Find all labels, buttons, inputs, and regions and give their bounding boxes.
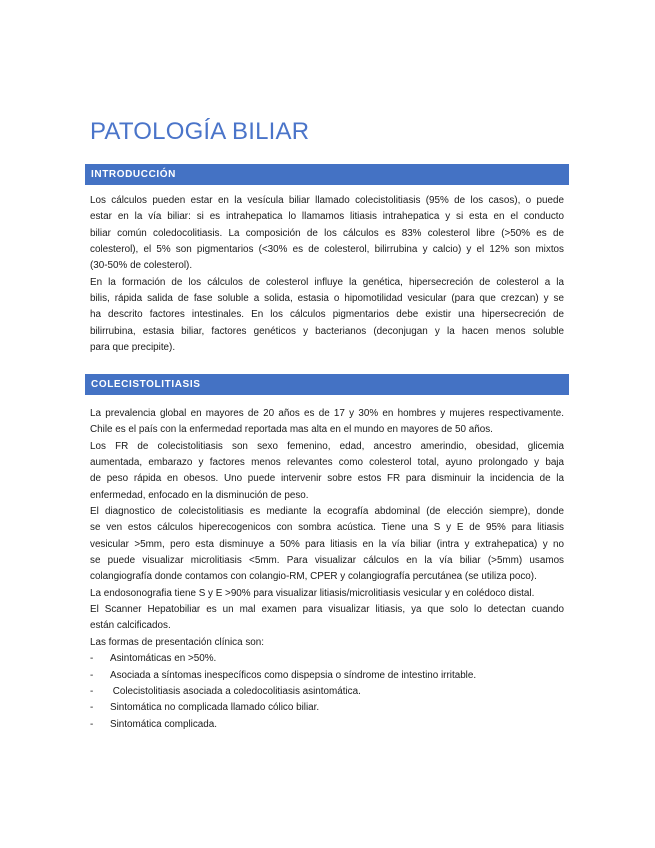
text-line: están calcificados. — [90, 620, 171, 632]
section-heading-introduccion: INTRODUCCIÓN — [85, 164, 569, 185]
text-line: Los FR de colecistolitiasis son sexo femenino, edad, ancestro amerindio, obesidad, glicemia — [90, 440, 564, 452]
text-line: estar en la vía biliar: si es intrahepatica lo llamamos litiasis intrahepatica y si esta en el conducto — [90, 211, 564, 223]
text-line: El Scanner Hepatobiliar es un mal examen para visualizar litiasis, ya que solo lo detectan cuando — [90, 604, 564, 616]
text-line: para que precipite). — [90, 342, 176, 354]
list-item — [90, 651, 564, 667]
presentation-forms-list — [90, 651, 564, 733]
section-heading-colecistolitiasis: COLECISTOLITIASIS — [85, 374, 569, 395]
paragraph — [90, 275, 564, 357]
paragraph — [90, 635, 564, 651]
paragraph — [90, 439, 564, 504]
paragraph — [90, 406, 564, 439]
text-line: aumentada, embarazo y factores menos relevantes como colesterol total, ayuno prolongado y baja — [90, 457, 564, 469]
list-item — [90, 717, 564, 733]
text-line: Las formas de presentación clínica son: — [90, 636, 265, 648]
text-line: colangiografía donde contamos con colangio-RM, CPER y colangiografía percutánea (se utiliza poco). — [90, 571, 537, 583]
text-line: Chile es el país con la enfermedad reportada mas alta en el mundo en mayores de 50 años. — [90, 424, 493, 436]
text-line: enfermedad, enfocado en la disminución de peso. — [90, 489, 309, 501]
list-dash: - — [90, 653, 94, 665]
text-line: La endosonografia tiene S y E >90% para visualizar litiasis/microlitiasis vesicular y en colédoco distal. — [90, 587, 535, 599]
paragraph — [90, 586, 564, 635]
text-line: El diagnostico de colecistolitiasis es mediante la ecografía abdominal (de elección siempre), donde — [90, 506, 564, 518]
text-line: bilirrubina, estasia biliar, factores genéticos y bacterianos (deconjugan y la hacen menos soluble — [90, 325, 564, 337]
text-line: La prevalencia global en mayores de 20 años es de 17 y 30% en hombres y mujeres respectivamente. — [90, 408, 564, 419]
text-line: ha descrito factores intestinales. En los cálculos pigmentarios debe existir una hipersecreción de — [90, 309, 564, 321]
text-line: vesicular >5mm, pero esta disminuye a 50% para litiasis en la vía biliar (intra y extrahepatica) y no — [90, 538, 564, 550]
section-body-introduccion — [90, 193, 564, 356]
list-item — [90, 668, 564, 684]
text-line: colesterol), el 5% son pigmentarios (<30% es de colesterol, bilirrubina y calcio) y el 12% son mixtos — [90, 244, 564, 256]
list-item — [90, 684, 564, 700]
list-item-text: Asintomáticas en >50%. — [110, 653, 217, 665]
list-item-text: Colecistolitiasis asociada a coledocolitiasis asintomática. — [110, 685, 361, 697]
text-line: Los cálculos pueden estar en la vesícula biliar llamado colecistolitiasis (95% de los casos), o puede — [90, 195, 564, 206]
list-dash: - — [90, 718, 94, 730]
text-line: se puede visualizar microlitiasis <5mm. Para visualizar cálculos en la vía biliar (>5mm) usamos — [90, 555, 564, 567]
page-title: PATOLOGÍA BILIAR — [90, 118, 310, 145]
section-body-colecistolitiasis — [90, 406, 564, 733]
text-line: (30-50% de colesterol). — [90, 260, 193, 272]
list-dash: - — [90, 685, 94, 697]
list-item-text: Sintomática no complicada llamado cólico biliar. — [110, 702, 320, 714]
paragraph — [90, 504, 564, 586]
text-line: En la formación de los cálculos de colesterol influye la genética, hipersecreción de colesterol a la — [90, 276, 564, 288]
text-line: de peso rápida en obesos. Uno puede intervenir sobre estos FR para disminuir la incidencia de la — [90, 473, 564, 485]
paragraph — [90, 193, 564, 275]
list-dash: - — [90, 702, 94, 714]
list-item-text: Asociada a síntomas inespecíficos como dispepsia o síndrome de intestino irritable. — [110, 669, 477, 681]
text-line: bilis, rápida salida de fase soluble a solida, estasia o hipomotilidad vesicular (para que crezcan) y se — [90, 293, 564, 305]
list-dash: - — [90, 669, 94, 681]
list-item — [90, 700, 564, 716]
list-item-text: Sintomática complicada. — [110, 718, 218, 730]
text-line: se ven estos cálculos hiperecogenicos con sombra acústica. Tiene una S y E de 95% para litiasis — [90, 522, 564, 534]
text-line: biliar común coledocolitiasis. La composición de los cálculos es 83% colesterol libre (>50% es de — [90, 227, 564, 239]
